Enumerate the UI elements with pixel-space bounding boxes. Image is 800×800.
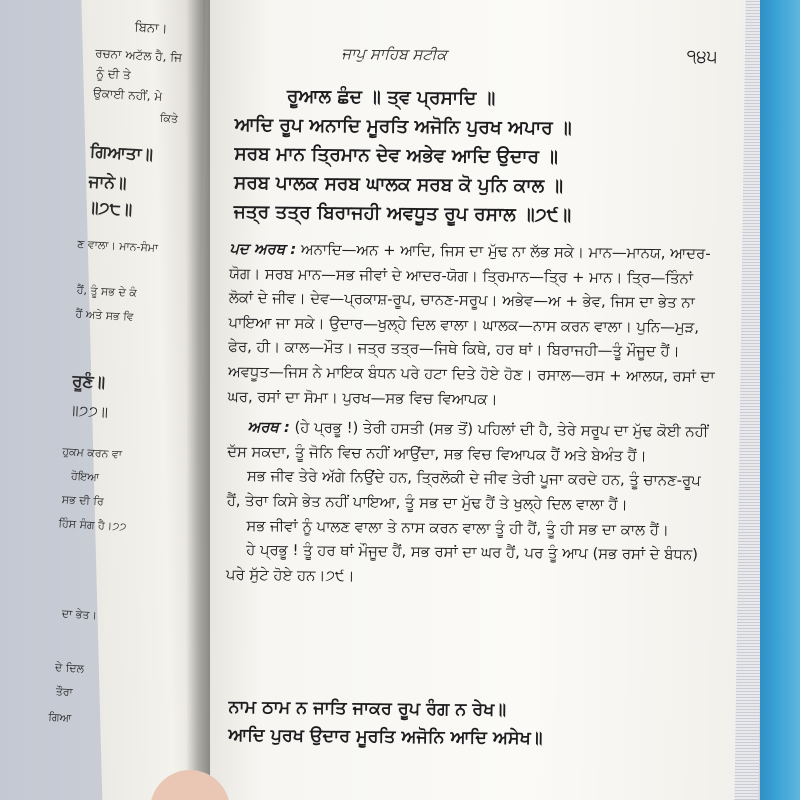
- left-fragment: ਗਿਆ: [48, 710, 72, 725]
- blue-book-cover: [760, 0, 800, 800]
- verse-line: ਨਾਮ ਠਾਮ ਨ ਜਾਤਿ ਜਾਕਰ ਰੂਪ ਰੰਗ ਨ ਰੇਖ॥: [228, 697, 507, 721]
- left-fragment: ॥੭੭॥: [68, 401, 109, 422]
- meaning-paragraph: [227, 416, 717, 470]
- left-fragment: ਹੋਇਆ: [70, 469, 100, 484]
- page-header: [221, 39, 721, 70]
- running-title: ਜਾਪੁ ਸਾਹਿਬ ਸਟੀਕ: [341, 44, 447, 64]
- left-fragment: ਜਾਨੇ॥: [87, 171, 127, 194]
- next-verse-block: [228, 693, 719, 754]
- left-fragment: ਗਿਆਤਾ॥: [89, 141, 154, 166]
- verse-line: ਆਦਿ ਪੁਰਖ ਉਦਾਰ ਮੂਰਤਿ ਅਜੋਨਿ ਆਦਿ ਅਸੇਖ॥: [228, 725, 543, 749]
- left-fragment: ਰੂਣੰ॥: [71, 371, 106, 393]
- left-fragment: ਦੇ ਦਿਲ: [54, 660, 85, 676]
- verse-line: ਜਤ੍ਰ ਤਤ੍ਰ ਬਿਰਾਜਹੀ ਅਵਧੂਤ ਰੂਪ ਰਸਾਲ ॥੭੯॥: [233, 201, 572, 226]
- left-fragment: ॥੭੮॥: [86, 197, 133, 221]
- meaning-paragraph: ਹੇ ਪ੍ਰਭੂ ! ਤੂੰ ਹਰ ਥਾਂ ਮੌਜੂਦ ਹੈਂ, ਸਭ ਰਸਾਂ ਦਾ ਘਰ ਹੈਂ, ਪਰ ਤੂੰ ਆਪ (ਸਭ ਰਸਾਂ ਦੇ ਬੰਧਨ) ਪਰੇ ਸੁੱਟੇ ਹੋਏ ਹਨ।੭੯।: [225, 541, 699, 585]
- arth-label: ਅਰਥ :: [247, 418, 290, 437]
- right-page-content: [214, 0, 742, 800]
- page-number: ੧੪੫: [686, 46, 718, 68]
- left-fragment: ਣ ਵਾਲਾ। ਮਾਨ-ਸੰਮਾ: [76, 237, 159, 255]
- left-fragment: ਦਾ ਭੇਤ।: [61, 607, 98, 622]
- commentary: [226, 237, 720, 592]
- word-meanings: [228, 237, 720, 414]
- left-fragment: ਤੌਰਾ: [55, 684, 74, 699]
- left-fragment: ਹੁਕਮ ਕਰਨ ਵਾ: [61, 444, 123, 461]
- verse-line: ਆਦਿ ਰੂਪ ਅਨਾਦਿ ਮੂਰਤਿ ਅਜੋਨਿ ਪੁਰਖ ਅਪਾਰ ॥: [234, 114, 572, 139]
- left-fragment: ਸਭ ਦੀ ਰਿ: [61, 492, 105, 509]
- left-fragment: ਬਿਨਾ।: [134, 20, 168, 37]
- verse-line: ਸਰਬ ਪਾਲਕ ਸਰਬ ਘਾਲਕ ਸਰਬ ਕੋ ਪੁਨਿ ਕਾਲ ॥: [233, 172, 564, 197]
- left-fragment: ਉਕਾਈ ਨਹੀਂ, ਮੇ: [92, 85, 163, 104]
- left-fragment: ਰਚਨਾ ਅਟੱਲ ਹੈ, ਜਿ: [94, 46, 183, 65]
- left-fragment: ਹਿੰਸ ਸੰਗ ਹੈ।੭੭: [58, 516, 127, 534]
- verse-heading: ਰੂਆਲ ਛੰਦ ॥ ਤ੍ਵ ਪ੍ਰਸਾਦਿ ॥: [286, 85, 496, 110]
- left-fragment: ਨੂੰ ਦੀ ਤੇ: [95, 66, 132, 82]
- verse-line: ਸਰਬ ਮਾਨ ਤ੍ਰਿਮਾਨ ਦੇਵ ਅਭੇਵ ਆਦਿ ਉਦਾਰ ॥: [234, 143, 559, 168]
- pad-arth-text: ਅਨਾਦਿ—ਅਨ + ਆਦਿ, ਜਿਸ ਦਾ ਮੁੱਢ ਨਾ ਲੱਭ ਸਕੇ। ਮਾਨ—ਮਾਨਯ, ਆਦਰ-ਯੋਗ। ਸਰਬ ਮਾਨ—ਸਭ ਜੀਵਾਂ ਦੇ ਆਦਰ-ਯੋਗ। ਤ੍ਰਿਮਾਨ—ਤ੍ਰਿ + ਮਾਨ। ਤ੍ਰਿ—ਤਿੰਨਾਂ ਲੋਕਾਂ ਦੇ ਜੀਵ। ਦੇਵ—ਪ੍ਰਕਾਸ਼-ਰੂਪ, ਚਾਨਣ-ਸਰੂਪ। ਅਭੇਵ—ਅ + ਭੇਵ, ਜਿਸ ਦਾ ਭੇਤ ਨਾ ਪਾਇਆ ਜਾ ਸਕੇ। ਉਦਾਰ—ਖੁਲ੍ਹੇ ਦਿਲ ਵਾਲਾ। ਘਾਲਕ—ਨਾਸ ਕਰਨ ਵਾਲਾ। ਪੁਨਿ—ਮੁੜ, ਫੇਰ, ਹੀ। ਕਾਲ—ਮੌਤ। ਜਤ੍ਰ ਤਤ੍ਰ—ਜਿਥੇ ਕਿਥੇ, ਹਰ ਥਾਂ। ਬਿਰਾਜਹੀ—ਤੂੰ ਮੌਜੂਦ ਹੈਂ। ਅਵਧੂਤ—ਜਿਸ ਨੇ ਮਾਇਕ ਬੰਧਨ ਪਰੇ ਹਟਾ ਦਿਤੇ ਹੋਏ ਹੋਣ। ਰਸਾਲ—ਰਸ + ਆਲਯ, ਰਸਾਂ ਦਾ ਘਰ, ਰਸਾਂ ਦਾ ਸੋਮਾ। ਪੁਰਖ—ਸਭ ਵਿਚ ਵਿਆਪਕ।: [227, 241, 715, 408]
- left-fragment: ਹੈਂ, ਤੂੰ ਸਭ ਦੇ ਕੰ: [76, 283, 138, 300]
- arth-text: (ਹੇ ਪ੍ਰਭੂ !) ਤੇਰੀ ਹਸਤੀ (ਸਭ ਤੋਂ) ਪਹਿਲਾਂ ਦੀ ਹੈ, ਤੇਰੇ ਸਰੂਪ ਦਾ ਮੁੱਢ ਕੋਈ ਨਹੀਂ ਦੱਸ ਸਕਦਾ, ਤੂੰ ਜੋਨਿ ਵਿਚ ਨਹੀਂ ਆਉਂਦਾ, ਸਭ ਵਿਚ ਵਿਆਪਕ ਹੈਂ ਅਤੇ ਬੇਅੰਤ ਹੈਂ।: [227, 419, 709, 465]
- left-fragment: ਹੈਂ ਅਤੇ ਸਭ ਵਿ: [75, 307, 135, 324]
- left-fragment: ਕਿਤੇ: [159, 111, 179, 126]
- meaning-paragraph: ਸਭ ਜੀਵਾਂ ਨੂੰ ਪਾਲਣ ਵਾਲਾ ਤੇ ਨਾਸ ਕਰਨ ਵਾਲਾ ਤੂੰ ਹੀ ਹੈਂ, ਤੂੰ ਹੀ ਸਭ ਦਾ ਕਾਲ ਹੈਂ।: [246, 517, 669, 539]
- pad-arth-label: ਪਦ ਅਰਥ :: [229, 240, 297, 259]
- meaning-paragraph: ਸਭ ਜੀਵ ਤੇਰੇ ਅੱਗੇ ਨਿਉਂਦੇ ਹਨ, ਤ੍ਰਿਲੋਕੀ ਦੇ ਜੀਵ ਤੇਰੀ ਪੂਜਾ ਕਰਦੇ ਹਨ, ਤੂੰ ਚਾਨਣ-ਰੂਪ ਹੈਂ, ਤੇਰਾ ਕਿਸੇ ਭੇਤ ਨਹੀਂ ਪਾਇਆ, ਤੂੰ ਸਭ ਦਾ ਮੁੱਢ ਹੈਂ ਤੇ ਖੁਲ੍ਹੇ ਦਿਲ ਵਾਲਾ ਹੈਂ।: [226, 467, 701, 514]
- verse-block: [234, 81, 725, 231]
